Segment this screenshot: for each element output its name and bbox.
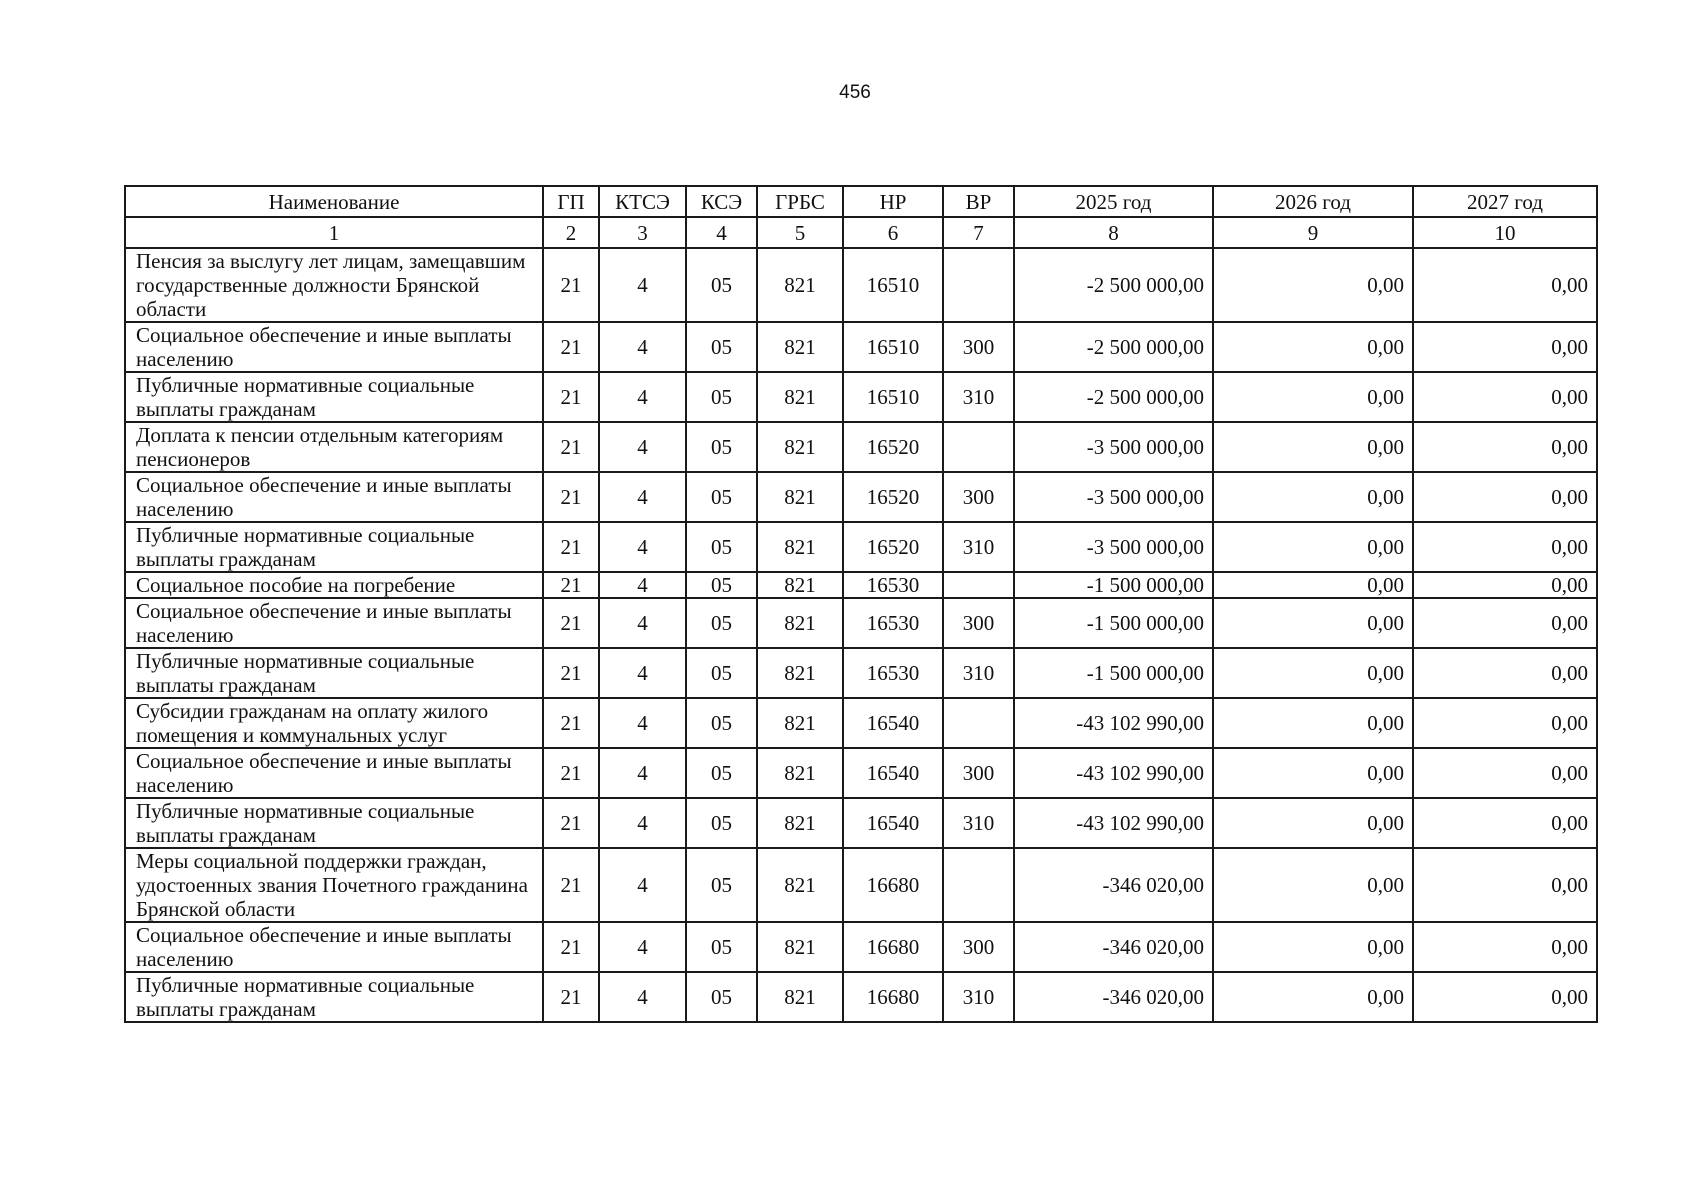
cell-vr: 300	[943, 922, 1014, 972]
cell-vr: 310	[943, 798, 1014, 848]
cell-2027: 0,00	[1413, 748, 1597, 798]
budget-table	[124, 185, 1598, 1023]
cell-nr: 16540	[843, 748, 943, 798]
cell-kse: 05	[686, 522, 757, 572]
cell-2026: 0,00	[1213, 972, 1413, 1022]
cell-gp: 21	[543, 372, 599, 422]
cell-gp: 21	[543, 522, 599, 572]
cell-2025: -3 500 000,00	[1014, 472, 1213, 522]
cell-vr: 300	[943, 598, 1014, 648]
cell-vr: 300	[943, 472, 1014, 522]
header-row	[125, 186, 1597, 217]
cell-nr: 16680	[843, 972, 943, 1022]
cell-grbs: 821	[757, 248, 843, 322]
cell-2027: 0,00	[1413, 422, 1597, 472]
cell-2025: -43 102 990,00	[1014, 698, 1213, 748]
cell-nr: 16520	[843, 522, 943, 572]
table-row	[125, 748, 1597, 798]
table-row	[125, 422, 1597, 472]
cell-vr	[943, 848, 1014, 922]
row-name: Социальное обеспечение и иные выплаты населению	[125, 322, 543, 372]
cell-grbs: 821	[757, 472, 843, 522]
row-name: Пенсия за выслугу лет лицам, замещавшим государственные должности Брянской области	[125, 248, 543, 322]
cell-grbs: 821	[757, 648, 843, 698]
cell-ktse: 4	[599, 748, 686, 798]
cell-gp: 21	[543, 648, 599, 698]
cell-gp: 21	[543, 248, 599, 322]
cell-ktse: 4	[599, 372, 686, 422]
cell-ktse: 4	[599, 522, 686, 572]
cell-2026: 0,00	[1213, 322, 1413, 372]
cell-nr: 16510	[843, 322, 943, 372]
cell-grbs: 821	[757, 372, 843, 422]
cell-nr: 16530	[843, 572, 943, 598]
cell-vr: 310	[943, 648, 1014, 698]
cell-2026: 0,00	[1213, 598, 1413, 648]
cell-gp: 21	[543, 972, 599, 1022]
cell-grbs: 821	[757, 422, 843, 472]
cell-2025: -2 500 000,00	[1014, 322, 1213, 372]
cell-2027: 0,00	[1413, 922, 1597, 972]
row-name: Доплата к пенсии отдельным категориям пенсионеров	[125, 422, 543, 472]
cell-2026: 0,00	[1213, 422, 1413, 472]
cell-grbs: 821	[757, 922, 843, 972]
cell-gp: 21	[543, 698, 599, 748]
cell-kse: 05	[686, 598, 757, 648]
cell-nr: 16680	[843, 848, 943, 922]
column-number: 6	[843, 217, 943, 248]
header-name: Наименование	[125, 186, 543, 217]
cell-ktse: 4	[599, 572, 686, 598]
table-row	[125, 472, 1597, 522]
column-number: 8	[1014, 217, 1213, 248]
cell-nr: 16520	[843, 472, 943, 522]
cell-vr: 300	[943, 748, 1014, 798]
cell-vr: 300	[943, 322, 1014, 372]
cell-2026: 0,00	[1213, 748, 1413, 798]
cell-gp: 21	[543, 572, 599, 598]
cell-2027: 0,00	[1413, 698, 1597, 748]
cell-2027: 0,00	[1413, 522, 1597, 572]
column-number: 5	[757, 217, 843, 248]
cell-2027: 0,00	[1413, 372, 1597, 422]
cell-ktse: 4	[599, 322, 686, 372]
row-name: Публичные нормативные социальные выплаты гражданам	[125, 522, 543, 572]
cell-2025: -1 500 000,00	[1014, 648, 1213, 698]
column-number: 2	[543, 217, 599, 248]
cell-vr	[943, 422, 1014, 472]
cell-gp: 21	[543, 798, 599, 848]
cell-2025: -2 500 000,00	[1014, 372, 1213, 422]
column-number: 1	[125, 217, 543, 248]
table-row	[125, 698, 1597, 748]
table-row	[125, 572, 1597, 598]
cell-grbs: 821	[757, 322, 843, 372]
table-row	[125, 372, 1597, 422]
cell-2027: 0,00	[1413, 472, 1597, 522]
table-row	[125, 798, 1597, 848]
cell-2027: 0,00	[1413, 598, 1597, 648]
table-row	[125, 648, 1597, 698]
cell-ktse: 4	[599, 472, 686, 522]
cell-2027: 0,00	[1413, 572, 1597, 598]
table-row	[125, 922, 1597, 972]
cell-2025: -3 500 000,00	[1014, 422, 1213, 472]
table-row	[125, 322, 1597, 372]
column-number: 9	[1213, 217, 1413, 248]
cell-ktse: 4	[599, 848, 686, 922]
cell-kse: 05	[686, 698, 757, 748]
cell-nr: 16530	[843, 598, 943, 648]
table-row	[125, 848, 1597, 922]
cell-2025: -346 020,00	[1014, 972, 1213, 1022]
cell-2026: 0,00	[1213, 572, 1413, 598]
row-name: Меры социальной поддержки граждан, удостоенных звания Почетного гражданина Брянской области	[125, 848, 543, 922]
cell-gp: 21	[543, 748, 599, 798]
cell-2027: 0,00	[1413, 648, 1597, 698]
cell-2027: 0,00	[1413, 972, 1597, 1022]
header-2026: 2026 год	[1213, 186, 1413, 217]
cell-grbs: 821	[757, 522, 843, 572]
cell-vr	[943, 698, 1014, 748]
cell-2026: 0,00	[1213, 922, 1413, 972]
cell-2026: 0,00	[1213, 522, 1413, 572]
cell-kse: 05	[686, 748, 757, 798]
header-grbs: ГРБС	[757, 186, 843, 217]
cell-ktse: 4	[599, 798, 686, 848]
cell-grbs: 821	[757, 748, 843, 798]
column-number: 10	[1413, 217, 1597, 248]
cell-nr: 16530	[843, 648, 943, 698]
cell-nr: 16520	[843, 422, 943, 472]
cell-grbs: 821	[757, 598, 843, 648]
table-row	[125, 598, 1597, 648]
cell-grbs: 821	[757, 848, 843, 922]
row-name: Социальное обеспечение и иные выплаты населению	[125, 598, 543, 648]
cell-2026: 0,00	[1213, 372, 1413, 422]
cell-2026: 0,00	[1213, 848, 1413, 922]
cell-2025: -2 500 000,00	[1014, 248, 1213, 322]
cell-vr: 310	[943, 972, 1014, 1022]
cell-grbs: 821	[757, 572, 843, 598]
cell-2026: 0,00	[1213, 648, 1413, 698]
cell-2025: -3 500 000,00	[1014, 522, 1213, 572]
cell-kse: 05	[686, 798, 757, 848]
row-name: Публичные нормативные социальные выплаты гражданам	[125, 372, 543, 422]
cell-2026: 0,00	[1213, 698, 1413, 748]
column-number-row	[125, 217, 1597, 248]
cell-nr: 16680	[843, 922, 943, 972]
cell-kse: 05	[686, 648, 757, 698]
row-name: Субсидии гражданам на оплату жилого помещения и коммунальных услуг	[125, 698, 543, 748]
cell-ktse: 4	[599, 248, 686, 322]
row-name: Публичные нормативные социальные выплаты гражданам	[125, 798, 543, 848]
cell-2026: 0,00	[1213, 798, 1413, 848]
cell-2025: -43 102 990,00	[1014, 748, 1213, 798]
cell-gp: 21	[543, 322, 599, 372]
row-name: Публичные нормативные социальные выплаты гражданам	[125, 972, 543, 1022]
cell-2026: 0,00	[1213, 248, 1413, 322]
row-name: Социальное обеспечение и иные выплаты населению	[125, 922, 543, 972]
cell-kse: 05	[686, 322, 757, 372]
table-row	[125, 248, 1597, 322]
row-name: Социальное обеспечение и иные выплаты населению	[125, 472, 543, 522]
cell-2026: 0,00	[1213, 472, 1413, 522]
cell-gp: 21	[543, 922, 599, 972]
header-ktse: КТСЭ	[599, 186, 686, 217]
cell-gp: 21	[543, 598, 599, 648]
cell-vr: 310	[943, 372, 1014, 422]
column-number: 7	[943, 217, 1014, 248]
cell-kse: 05	[686, 922, 757, 972]
cell-vr	[943, 248, 1014, 322]
header-2027: 2027 год	[1413, 186, 1597, 217]
header-nr: НР	[843, 186, 943, 217]
cell-grbs: 821	[757, 698, 843, 748]
cell-vr	[943, 572, 1014, 598]
cell-ktse: 4	[599, 598, 686, 648]
cell-2025: -1 500 000,00	[1014, 598, 1213, 648]
cell-nr: 16510	[843, 248, 943, 322]
cell-gp: 21	[543, 422, 599, 472]
cell-kse: 05	[686, 248, 757, 322]
cell-gp: 21	[543, 848, 599, 922]
row-name: Социальное обеспечение и иные выплаты населению	[125, 748, 543, 798]
cell-kse: 05	[686, 848, 757, 922]
cell-gp: 21	[543, 472, 599, 522]
cell-grbs: 821	[757, 972, 843, 1022]
column-number: 4	[686, 217, 757, 248]
cell-kse: 05	[686, 372, 757, 422]
row-name: Социальное пособие на погребение	[125, 572, 543, 598]
cell-ktse: 4	[599, 422, 686, 472]
cell-2027: 0,00	[1413, 322, 1597, 372]
column-number: 3	[599, 217, 686, 248]
cell-2025: -346 020,00	[1014, 922, 1213, 972]
cell-grbs: 821	[757, 798, 843, 848]
cell-ktse: 4	[599, 922, 686, 972]
header-2025: 2025 год	[1014, 186, 1213, 217]
cell-2027: 0,00	[1413, 848, 1597, 922]
cell-ktse: 4	[599, 648, 686, 698]
cell-2025: -1 500 000,00	[1014, 572, 1213, 598]
cell-kse: 05	[686, 972, 757, 1022]
cell-2025: -346 020,00	[1014, 848, 1213, 922]
cell-nr: 16540	[843, 798, 943, 848]
cell-ktse: 4	[599, 698, 686, 748]
page-number: 456	[839, 82, 871, 103]
table-row	[125, 972, 1597, 1022]
header-gp: ГП	[543, 186, 599, 217]
cell-kse: 05	[686, 572, 757, 598]
cell-nr: 16510	[843, 372, 943, 422]
header-kse: КСЭ	[686, 186, 757, 217]
cell-kse: 05	[686, 422, 757, 472]
cell-2025: -43 102 990,00	[1014, 798, 1213, 848]
cell-2027: 0,00	[1413, 248, 1597, 322]
header-vr: ВР	[943, 186, 1014, 217]
cell-kse: 05	[686, 472, 757, 522]
row-name: Публичные нормативные социальные выплаты гражданам	[125, 648, 543, 698]
cell-2027: 0,00	[1413, 798, 1597, 848]
table-row	[125, 522, 1597, 572]
cell-vr: 310	[943, 522, 1014, 572]
cell-nr: 16540	[843, 698, 943, 748]
cell-ktse: 4	[599, 972, 686, 1022]
